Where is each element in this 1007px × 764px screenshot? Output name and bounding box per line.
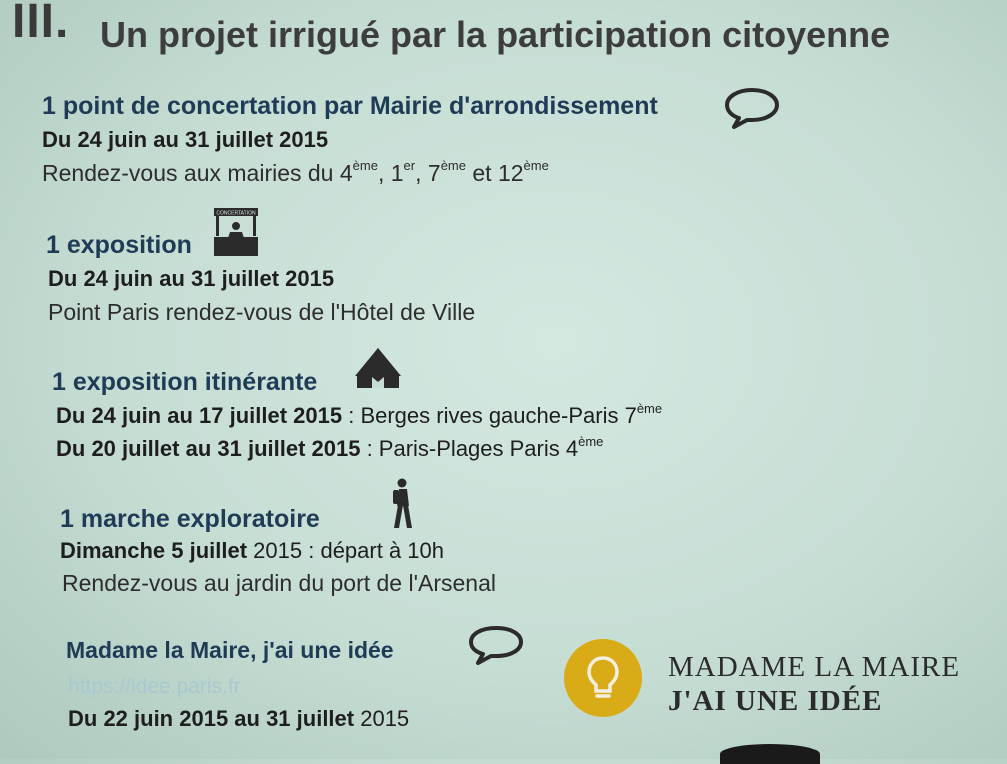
lightbulb-icon — [564, 639, 642, 717]
tent-icon — [353, 346, 403, 390]
section-dates-marche: Dimanche 5 juillet 2015 : départ à 10h — [60, 538, 444, 563]
section-heading-exposition-itinerante: 1 exposition itinérante — [52, 368, 318, 396]
section-heading-concertation: 1 point de concertation par Mairie d'arrondissement — [42, 92, 658, 120]
section-heading-idee: Madame la Maire, j'ai une idée — [66, 637, 394, 663]
section-number: III. — [12, 0, 70, 48]
section-dates-concertation: Du 24 juin au 31 juillet 2015 — [42, 127, 329, 152]
section-line1-itinerante: Du 24 juin au 17 juillet 2015 : Berges rives gauche-Paris 7ème — [56, 401, 663, 428]
section-dates-idee: Du 22 juin 2015 au 31 juillet 2015 — [68, 706, 410, 731]
bottom-edge-shape — [720, 744, 820, 764]
section-detail-concertation: Rendez-vous aux mairies du 4ème, 1er, 7ème et 12ème — [42, 158, 549, 186]
section-line2-itinerante: Du 20 juillet au 31 juillet 2015 : Paris-Plages Paris 4ème — [56, 434, 604, 461]
page-title: Un projet irrigué par la participation citoyenne — [100, 14, 891, 55]
section-detail-exposition: Point Paris rendez-vous de l'Hôtel de Ville — [48, 299, 476, 325]
section-dates-exposition: Du 24 juin au 31 juillet 2015 — [48, 266, 335, 291]
idee-link[interactable]: https://idee.paris.fr — [68, 675, 241, 698]
brand-line2: J'AI UNE IDÉE — [668, 685, 883, 717]
speech-bubble-icon — [724, 86, 780, 130]
section-heading-exposition: 1 exposition — [46, 231, 192, 259]
stand-label: CONCERTATION — [216, 210, 256, 217]
hiker-icon — [388, 478, 416, 530]
brand-line1: MADAME LA MAIRE — [668, 651, 961, 683]
section-detail-marche: Rendez-vous au jardin du port de l'Arsenal — [62, 570, 496, 596]
brand-logo-circle — [564, 639, 642, 717]
exhibition-stand-icon — [212, 206, 260, 258]
section-heading-marche: 1 marche exploratoire — [60, 505, 320, 533]
speech-bubble-icon — [468, 624, 524, 666]
